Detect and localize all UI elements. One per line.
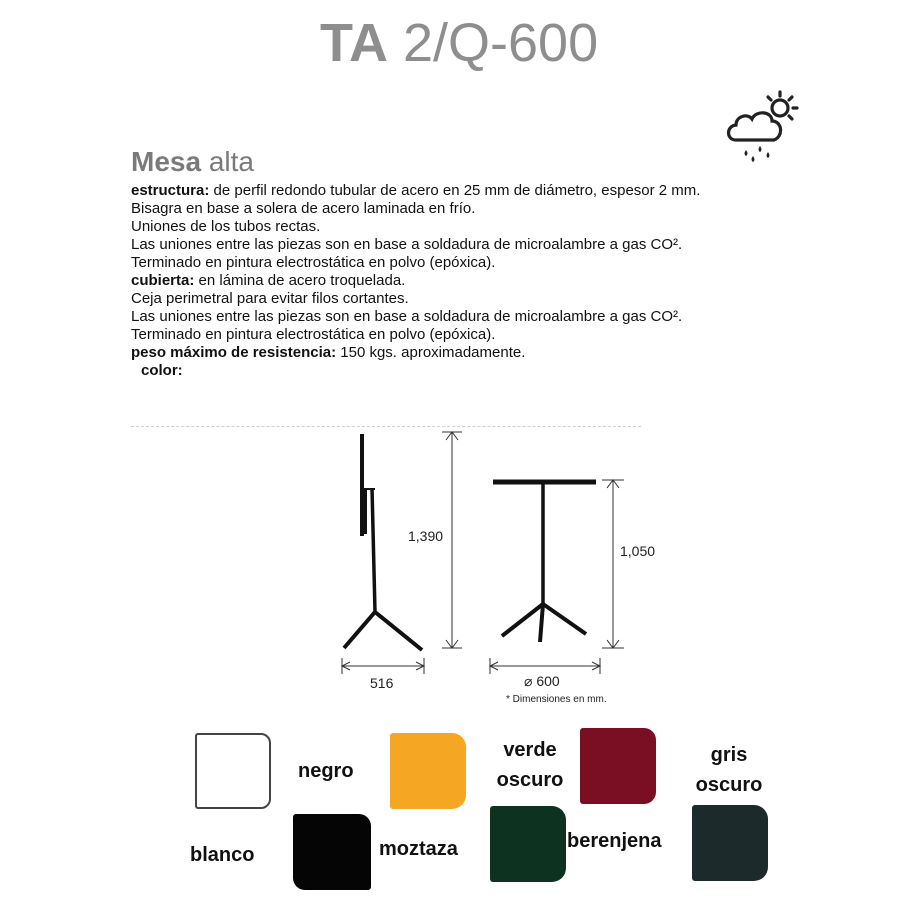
estructura-label: estructura:	[131, 182, 210, 199]
cubierta-text-3: Terminado en pintura electrostática en polvo (epóxica).	[131, 326, 496, 343]
peso-value: 150 kgs. aproximadamente.	[336, 344, 526, 361]
estructura-text-4: Terminado en pintura electrostática en polvo (epóxica).	[131, 254, 496, 271]
folded-width-label: 516	[370, 675, 394, 691]
dimension-note: * Dimensiones en mm.	[506, 694, 607, 705]
product-title	[320, 12, 598, 74]
peso-label: peso máximo de resistencia:	[131, 344, 337, 361]
heading-rest: alta	[201, 146, 254, 177]
folded-table-drawing	[342, 432, 462, 691]
cubierta-text-1: Ceja perimetral para evitar filos cortantes.	[131, 290, 409, 307]
estructura-text-0: de perfil redondo tubular de acero en 25 mm de diámetro, espesor 2 mm.	[209, 182, 701, 199]
heading-bold: Mesa	[131, 146, 202, 177]
estructura-text-1: Bisagra en base a solera de acero laminada en frío.	[131, 200, 476, 217]
color-swatch-gris-oscuro	[692, 805, 768, 881]
color-label-blanco: blanco	[190, 844, 255, 866]
product-code-prefix: TA	[320, 13, 388, 73]
color-swatch-berenjena	[580, 728, 656, 804]
color-swatch-blanco	[195, 733, 271, 809]
folded-height-label: 1,390	[408, 528, 444, 544]
color-label-verde-oscuro: verde oscuro	[496, 739, 564, 791]
color-swatch-moztaza	[390, 733, 466, 809]
color-swatch-verde-oscuro	[490, 806, 566, 882]
open-height-label: 1,050	[620, 543, 656, 559]
estructura-text-3: Las uniones entre las piezas son en base a soldadura de microalambre a gas CO².	[131, 236, 683, 253]
cubierta-label: cubierta:	[131, 272, 195, 289]
cloud-sun-rain-icon	[722, 88, 806, 168]
diameter-label: ⌀ 600	[524, 673, 560, 689]
cubierta-text-0: en lámina de acero troquelada.	[194, 272, 406, 289]
cubierta-text-2: Las uniones entre las piezas son en base a soldadura de microalambre a gas CO².	[131, 308, 683, 325]
color-label-gris-oscuro: gris oscuro	[695, 744, 763, 796]
product-code-rest: 2/Q-600	[387, 13, 599, 73]
color-label-berenjena: berenjena	[567, 830, 662, 852]
color-line	[131, 363, 771, 378]
color-label-negro: negro	[298, 760, 354, 782]
color-label: color:	[141, 362, 183, 379]
estructura-text-2: Uniones de los tubos rectas.	[131, 218, 321, 235]
estructura-line	[131, 183, 771, 198]
open-table-drawing	[490, 480, 655, 705]
peso-line	[131, 345, 771, 360]
color-label-moztaza: moztaza	[379, 838, 458, 860]
section-heading	[131, 146, 254, 178]
table-dimension-drawing	[330, 426, 656, 716]
color-swatch-negro	[293, 814, 371, 890]
specifications	[131, 183, 771, 381]
cubierta-line	[131, 273, 771, 288]
